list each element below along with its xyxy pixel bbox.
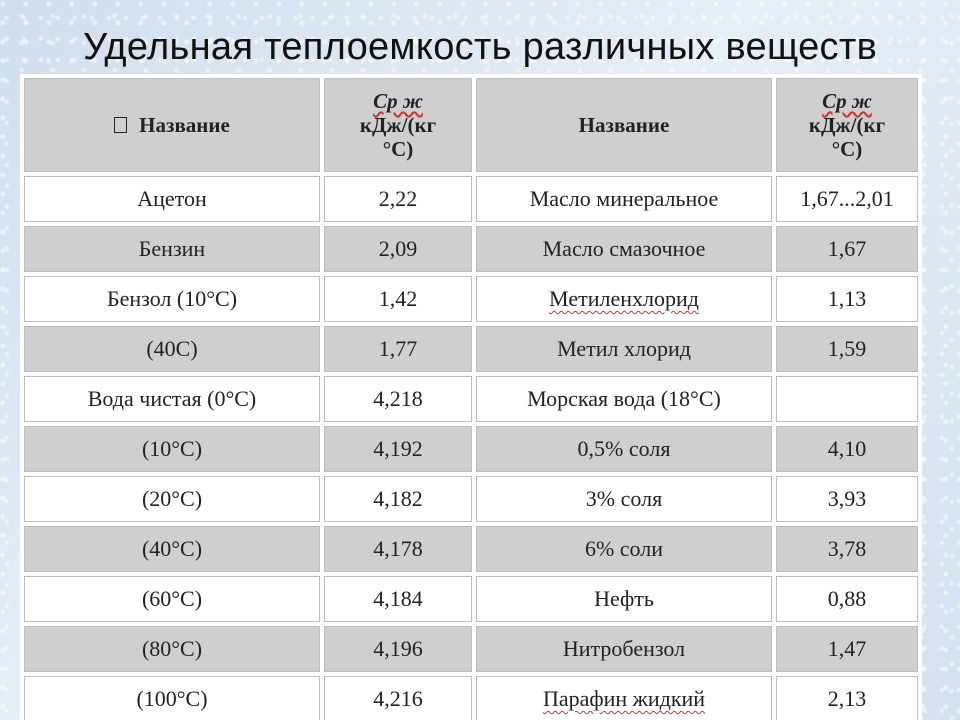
cell-left-name: (40°С)	[24, 526, 320, 572]
cell-right-value: 1,67...2,01	[776, 176, 918, 222]
cell-right-name	[476, 276, 772, 322]
header-name-right-label: Название	[578, 113, 670, 137]
header-name-left-label: Название	[139, 113, 230, 137]
cell-left-name: Вода чистая (0°С)	[24, 376, 320, 422]
header-cp-unit: кДж/(кг	[359, 113, 437, 137]
cell-right-name: Метил хлорид	[476, 326, 772, 372]
table-row	[24, 326, 918, 372]
cell-left-value: 4,196	[324, 626, 472, 672]
cell-left-name: (20°С)	[24, 476, 320, 522]
cell-left-name: (60°С)	[24, 576, 320, 622]
cell-left-value: 1,42	[324, 276, 472, 322]
cell-right-value: 3,78	[776, 526, 918, 572]
table-row	[24, 676, 918, 720]
cell-left-value: 2,09	[324, 226, 472, 272]
cell-right-name: Нитробензол	[476, 626, 772, 672]
table-row	[24, 576, 918, 622]
cell-right-value: 1,13	[776, 276, 918, 322]
cell-right-name: Масло смазочное	[476, 226, 772, 272]
table-row	[24, 226, 918, 272]
checkbox-glyph-icon	[114, 117, 127, 133]
cell-right-value: 0,88	[776, 576, 918, 622]
cell-right-name: 6% соли	[476, 526, 772, 572]
cell-right-name	[476, 676, 772, 720]
header-cp-symbol: Ср ж	[373, 89, 423, 113]
cell-right-name-text: Метиленхлорид	[549, 286, 699, 311]
cell-right-name: Морская вода (18°С)	[476, 376, 772, 422]
header-cp-symbol: Ср ж	[822, 89, 872, 113]
header-cp-unit: кДж/(кг	[808, 113, 886, 137]
table-row	[24, 376, 918, 422]
cell-left-name: Бензин	[24, 226, 320, 272]
cell-right-value	[776, 376, 918, 422]
table-row	[24, 526, 918, 572]
cell-left-value: 1,77	[324, 326, 472, 372]
cell-right-value: 2,13	[776, 676, 918, 720]
table-header-row	[24, 78, 918, 172]
table-row	[24, 276, 918, 322]
cell-right-value: 1,59	[776, 326, 918, 372]
data-table	[20, 74, 922, 720]
cell-right-value: 1,47	[776, 626, 918, 672]
cell-left-value: 2,22	[324, 176, 472, 222]
cell-right-name: Нефть	[476, 576, 772, 622]
cell-left-value: 4,192	[324, 426, 472, 472]
page-title: Удельная теплоемкость различных веществ	[82, 26, 878, 68]
cell-left-name: (100°С)	[24, 676, 320, 720]
cell-right-name-text: Парафин жидкий	[542, 686, 706, 711]
cell-left-name: Ацетон	[24, 176, 320, 222]
table-row	[24, 426, 918, 472]
header-name-right	[476, 78, 772, 172]
cell-left-value: 4,218	[324, 376, 472, 422]
cell-left-name: (80°С)	[24, 626, 320, 672]
cell-left-value: 4,184	[324, 576, 472, 622]
cell-left-name: (10°С)	[24, 426, 320, 472]
cell-right-name: 3% соля	[476, 476, 772, 522]
cell-left-value: 4,178	[324, 526, 472, 572]
cell-left-name: (40С)	[24, 326, 320, 372]
header-cp-unit-degree: °С)	[382, 137, 414, 161]
header-cp-right	[776, 78, 918, 172]
cell-right-value: 3,93	[776, 476, 918, 522]
cell-right-name: 0,5% соля	[476, 426, 772, 472]
header-cp-left	[324, 78, 472, 172]
heat-capacity-table	[20, 74, 922, 720]
cell-left-value: 4,182	[324, 476, 472, 522]
cell-left-name: Бензол (10°С)	[24, 276, 320, 322]
header-cp-unit-degree: °С)	[831, 137, 863, 161]
table-row	[24, 176, 918, 222]
cell-right-name: Масло минеральное	[476, 176, 772, 222]
header-name-left	[24, 78, 320, 172]
cell-right-value: 4,10	[776, 426, 918, 472]
cell-left-value: 4,216	[324, 676, 472, 720]
table-row	[24, 626, 918, 672]
table-row	[24, 476, 918, 522]
cell-right-value: 1,67	[776, 226, 918, 272]
